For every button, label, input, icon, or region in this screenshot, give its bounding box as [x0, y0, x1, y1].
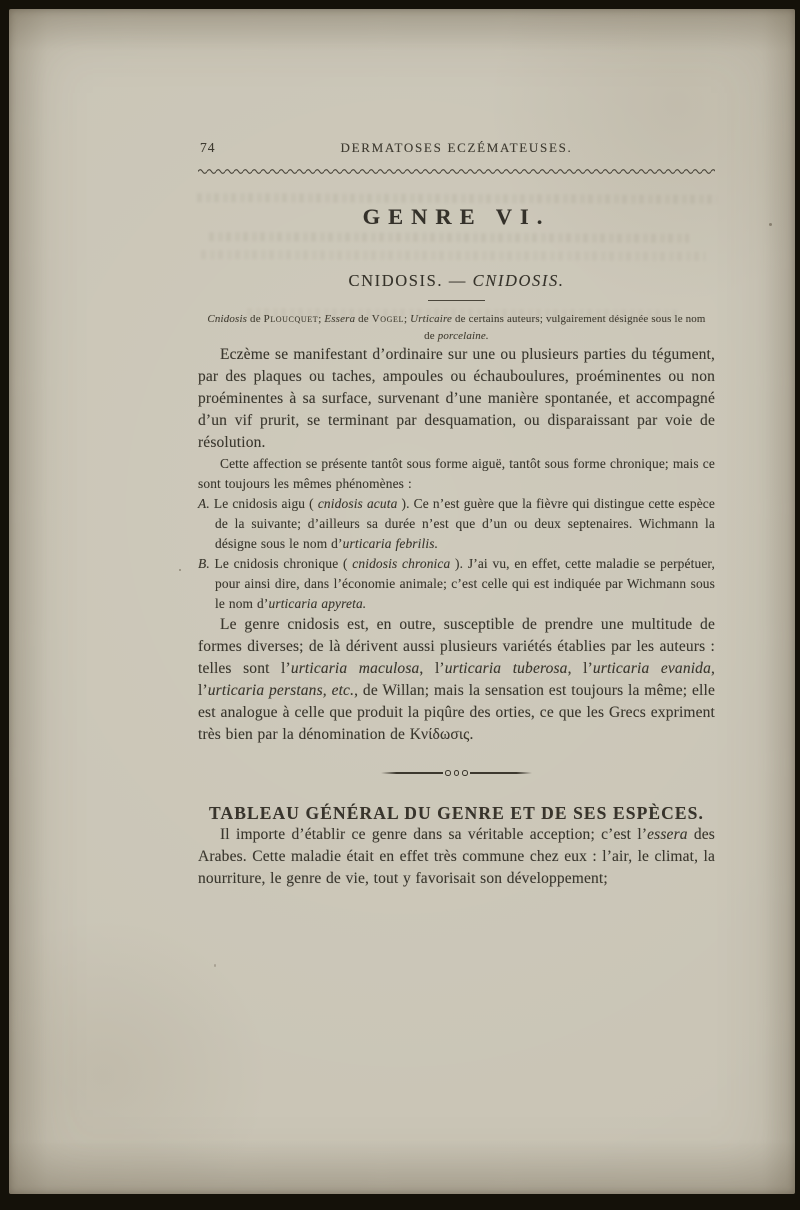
- separator-line-left: [381, 772, 443, 774]
- separator-line-right: [470, 772, 532, 774]
- text-segment: B.: [198, 556, 210, 572]
- text-segment: cnidosis acuta: [317, 496, 398, 512]
- text-segment: , de Willan; mais la sensation est toujours la même; elle est analogue à celle que produit la piqûre des orties, ce que les Grecs expriment très bien par la dénomination de Κνίδωσις.: [198, 682, 715, 744]
- text-segment: , l’: [198, 660, 716, 700]
- paper-speck: [179, 569, 181, 571]
- text-segment: urticaria maculosa: [290, 660, 420, 678]
- text-segment: de: [355, 313, 372, 326]
- text-segment: urticaria evanida: [592, 660, 711, 678]
- text-segment: Essera: [324, 313, 356, 326]
- text-segment: urticaria perstans, etc.: [207, 682, 355, 700]
- separator-dot: [445, 770, 451, 776]
- text-segment: , l’: [567, 660, 593, 678]
- paper-speck: [214, 964, 216, 967]
- paragraph-definition: [198, 344, 715, 454]
- genre-title: GENRE VI.: [362, 204, 551, 229]
- separator-dot: [454, 770, 460, 776]
- text-segment: ). Ce n’est guère que la fièvre qui distingue cette espèce de la suivante; d’ailleurs sa durée n’est que d’un ou deux septenaires. Wichmann la désigne sous le nom d’: [215, 496, 715, 552]
- text-segment: , l’: [419, 660, 445, 678]
- subsection-b: [198, 554, 715, 614]
- text-segment: Cette affection se présente tantôt sous forme aiguë, tantôt sous forme chronique; mais ce sont toujours les mêmes phénomènes :: [198, 456, 715, 492]
- page-number: 74: [200, 140, 216, 155]
- subsection-a: [198, 494, 715, 554]
- paragraph-forms: [198, 454, 715, 494]
- text-segment: urticaria febrilis.: [342, 536, 439, 552]
- text-segment: ;: [403, 313, 411, 326]
- page-content: [198, 140, 715, 890]
- text-segment: des Arabes. Cette maladie était en effet très commune chez eux : l’air, le climat, la nourriture, le genre de vie, tout y favorisait son développement;: [198, 825, 715, 887]
- text-segment: CNIDOSIS. —: [348, 271, 473, 290]
- species-heading: [198, 271, 715, 291]
- text-segment: essera: [647, 825, 688, 843]
- paragraph-varieties: [198, 614, 715, 746]
- citation-line: [202, 311, 711, 344]
- text-segment: ;: [318, 313, 325, 326]
- book-page: [9, 9, 795, 1194]
- text-segment: Le cnidosis chronique (: [209, 556, 353, 572]
- paper-speck: [769, 223, 772, 226]
- tableau-section-title: TABLEAU GÉNÉRAL DU GENRE ET DE SES ESPÈCES.: [209, 802, 704, 823]
- text-segment: urticaria tuberosa: [444, 660, 568, 678]
- paragraph-tableau-intro: [198, 824, 715, 890]
- running-header: DERMATOSES ECZÉMATEUSES.: [340, 140, 573, 155]
- text-segment: CNIDOSIS.: [472, 271, 565, 290]
- text-segment: Eczème se manifestant d’ordinaire sur une ou plusieurs parties du tégument, par des plaques ou taches, ampoules ou échauboulures, proéminentes ou non proéminentes à sa surface, survenant d’une manière spontanée, et accompagné d’un vif prurit, se terminant par desquamation, ou disparaissant par voie de résolution.: [198, 346, 715, 452]
- text-segment: urticaria apyreta.: [268, 596, 367, 612]
- text-segment: Il importe d’établir ce genre dans sa véritable acception; c’est l’: [220, 825, 648, 843]
- text-segment: ). J’ai vu, en effet, cette maladie se perpétuer, pour ainsi dire, dans l’économie animale; c’est celle qui est indiquée par Wichmann sous le nom d’: [215, 556, 716, 612]
- text-segment: Ploucquet: [263, 313, 319, 326]
- separator-dot: [462, 770, 468, 776]
- wavy-rule-decoration: [198, 167, 715, 174]
- section-separator-ornament: [198, 770, 715, 776]
- text-segment: de: [247, 313, 264, 326]
- text-segment: Cnidosis: [207, 313, 248, 326]
- species-heading-rule: [428, 300, 485, 301]
- text-segment: Vogel: [371, 313, 404, 326]
- text-segment: Urticaire: [410, 313, 453, 326]
- text-segment: A.: [198, 496, 210, 512]
- text-segment: Le cnidosis aigu (: [209, 496, 318, 512]
- running-header-row: [198, 140, 715, 157]
- text-segment: cnidosis chronica: [352, 556, 451, 572]
- text-segment: porcelaine.: [437, 329, 489, 342]
- text-segment: de certains auteurs; vulgairement désignée sous le nom de: [424, 313, 706, 342]
- text-segment: Le genre cnidosis est, en outre, susceptible de prendre une multitude de formes diverses; de là dérivent aussi plusieurs variétés établies par les auteurs : telles sont l’: [198, 616, 715, 678]
